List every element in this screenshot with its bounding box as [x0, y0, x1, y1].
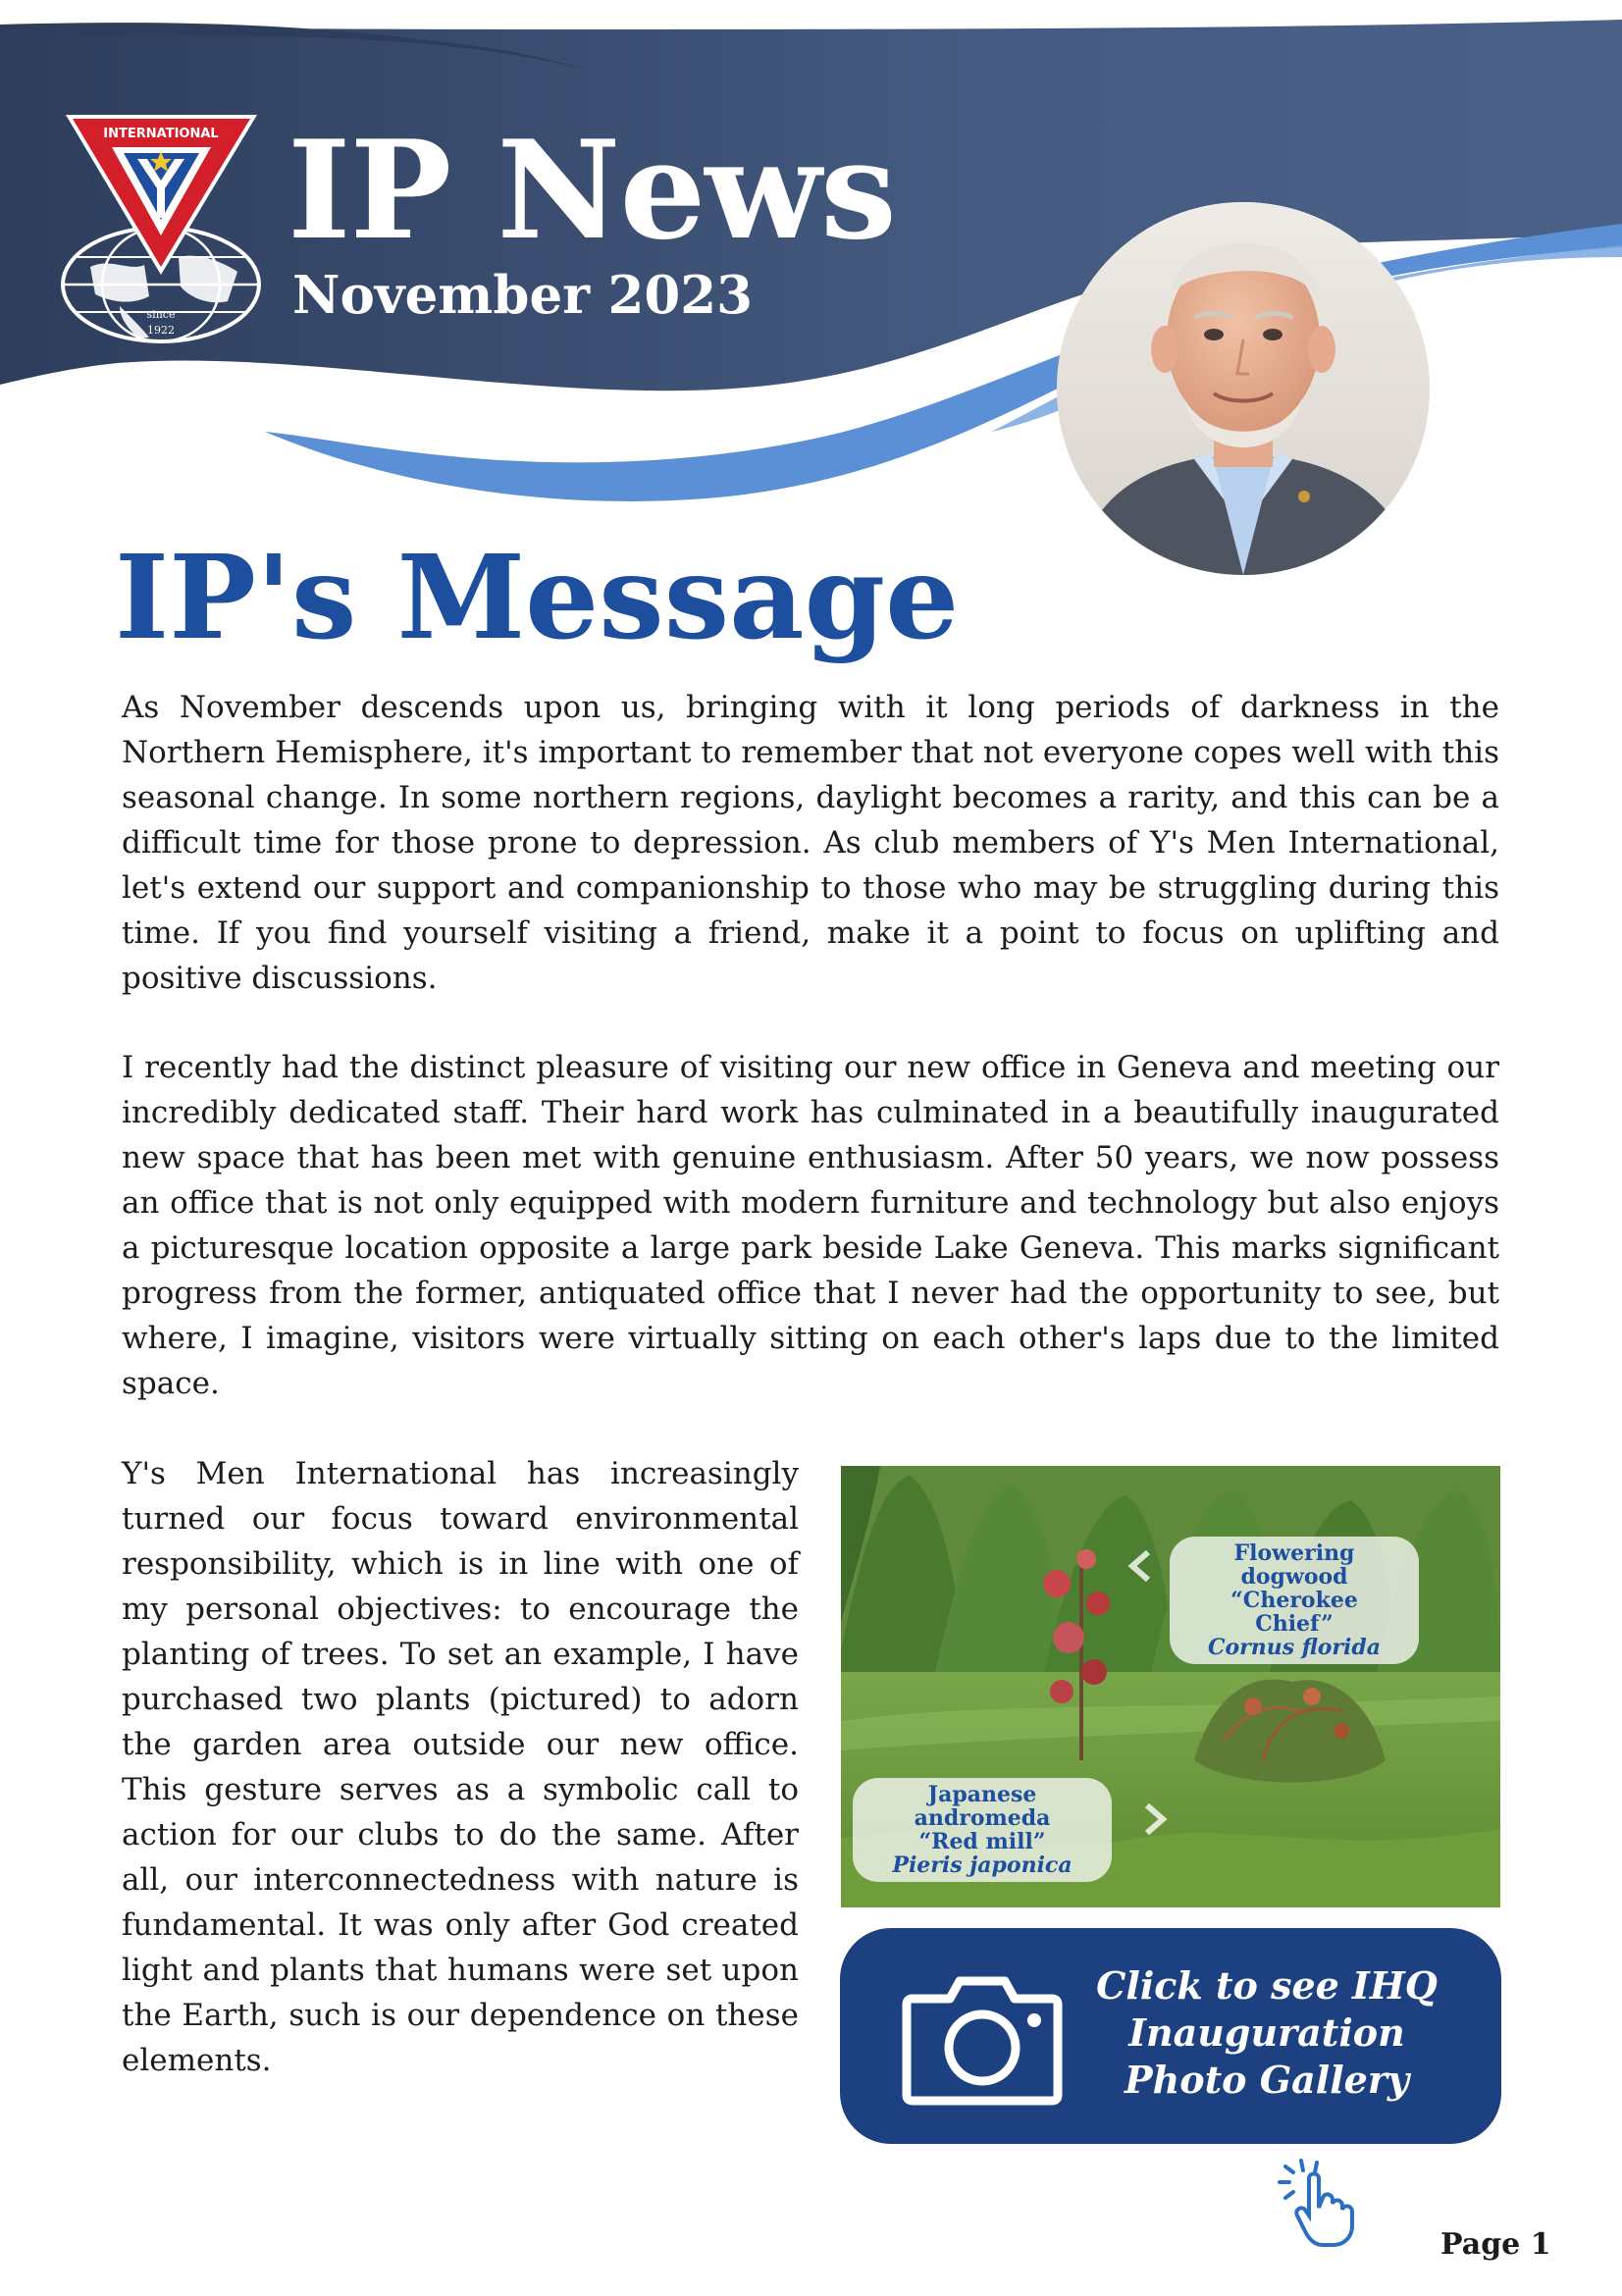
logo-arc-text: INTERNATIONAL	[103, 127, 219, 141]
caption-dogwood-cultivar: “Cherokee Chief”	[1230, 1588, 1358, 1637]
page-number: Page 1	[1440, 2227, 1551, 2262]
section-title: IP's Message	[115, 529, 960, 665]
logo-year-text: 1922	[147, 324, 175, 337]
arrow-right-icon	[1135, 1800, 1175, 1839]
photo-gallery-button[interactable]	[840, 1928, 1501, 2144]
caption-dogwood	[1170, 1537, 1419, 1664]
caption-andromeda-latin: Pieris japonica	[892, 1852, 1073, 1878]
logo-since-text: since	[146, 308, 176, 321]
message-paragraph-2: I recently had the distinct pleasure of visiting our new office in Geneva and meeting our incredibly dedicated staff. Their hard work has culminated in a beautifully inaugurated new space that has been met with genuine enthusiasm. After 50 years, we now possess an office that is not only equipped with modern furniture and technology but also enjoys a picturesque location opposite a large park beside Lake Geneva. This marks significant progress from the former, antiquated office that I never had the opportunity to see, but where, I imagine, visitors were virtually sitting on each other's laps due to the limited space.	[122, 1050, 1499, 1401]
garden-plants-photo	[841, 1466, 1500, 1907]
newsletter-date: November 2023	[292, 265, 754, 326]
pointing-hand-icon	[1276, 2159, 1384, 2247]
photo-gallery-label-line-1: Click to see IHQ	[1096, 1963, 1438, 2008]
newsletter-title: IP News	[288, 110, 896, 270]
caption-dogwood-name: Flowering dogwood	[1233, 1540, 1355, 1590]
camera-icon	[899, 1969, 1066, 2107]
photo-gallery-label-line-3: Photo Gallery	[1125, 2058, 1409, 2102]
president-portrait	[1057, 202, 1430, 575]
message-paragraph-3: Y's Men International has increasingly turned our focus toward environmental responsibility, which is in line with one of my personal objectives: to encourage the planting of trees. To set an example, I have purchased two plants (pictured) to adorn the garden area outside our new office. This gesture serves as a symbolic call to action for our clubs to do the same. After all, our interconnectedness with nature is fundamental. It was only after God created light and plants that humans were set upon the Earth, such is our dependence on these elements.	[122, 1456, 799, 2078]
ys-men-international-logo	[51, 110, 272, 350]
arrow-left-icon	[1121, 1546, 1160, 1586]
caption-andromeda-name: Japanese andromeda	[914, 1782, 1051, 1831]
caption-dogwood-latin: Cornus florida	[1207, 1635, 1382, 1660]
photo-gallery-label-line-2: Inauguration	[1128, 2010, 1405, 2055]
message-paragraph-1: As November descends upon us, bringing with it long periods of darkness in the Northern Hemisphere, it's important to remember that not everyone copes well with this seasonal change. In some northern regions, daylight becomes a rarity, and this can be a difficult time for those prone to depression. As club members of Y's Men International, let's extend our support and companionship to those who may be struggling during this time. If you find yourself visiting a friend, make it a point to focus on uplifting and positive discussions.	[122, 690, 1499, 996]
caption-andromeda-cultivar: “Red mill”	[918, 1829, 1046, 1854]
caption-andromeda	[853, 1778, 1112, 1882]
photo-gallery-label	[1071, 1962, 1463, 2104]
